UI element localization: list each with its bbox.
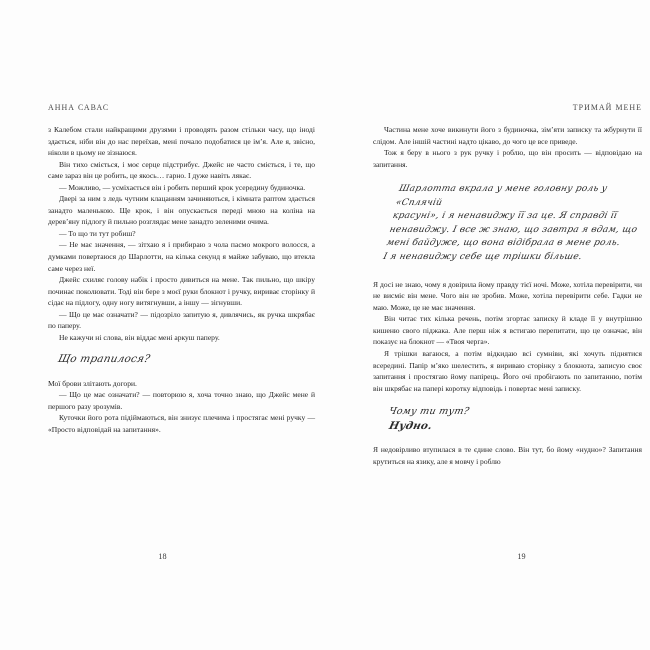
paragraph: — Можливо, — усміхається він і робить перший крок усередину будиночка.: [59, 182, 306, 192]
left-body-text-after-note: [48, 378, 315, 436]
right-body-text-tail: [373, 444, 642, 467]
handwritten-note: Що трапилося?: [56, 353, 152, 366]
paragraph: Куточки його рота підіймаються, він знизує плечима і простягає мені ручку — «Просто відповідай на запитання».: [48, 413, 315, 434]
left-body-text: [48, 124, 315, 343]
right-running-head: ТРИМАЙ МЕНЕ: [572, 103, 642, 112]
right-body-text-after-note: [373, 279, 642, 394]
paragraph: Мої брови злітають догори.: [48, 378, 137, 388]
right-folio: 19: [517, 552, 526, 561]
left-folio: 18: [158, 552, 167, 561]
left-running-head: АННА САВАС: [48, 103, 110, 112]
paragraph: Він читає тих кілька речень, потім згортає записку й кладе її у внутрішню кишеню свого піджака. Але перш ніж я встигаю перепитати, що це означає, він показує на блокнот — «Твоя черга».: [373, 314, 642, 347]
paragraph: — Що це має означати? — повторюю я, хоча точно знаю, що Джейс мене й першого разу зрозумів.: [48, 390, 315, 411]
paragraph: Джейс схиляє голову набік і просто дивиться на мене. Так пильно, що шкіру починає поколювати. Тоді він бере з моєї руки блокнот і ручку, вириває сторінку й сідає на підлогу, одну ногу витягнувши, а іншу — зігнувши.: [48, 275, 315, 308]
paragraph: Частина мене хоче викинути його з будиночка, зім’яти записку та жбурнути її слідом. Але іншій частині надто цікаво, до чого це все приведе.: [373, 125, 642, 146]
paragraph: Я недовірливо втупилася в те єдине слово. Він тут, бо йому «нудно»? Запитання крутиться на язику, але я мовчу і роблю: [373, 445, 642, 466]
right-page: [325, 0, 650, 650]
handwritten-question: Чому ти тут?: [387, 406, 471, 418]
right-body-text: [373, 124, 642, 170]
paragraph: Я досі не знаю, чому я довірила йому правду тієї ночі. Може, хотіла перевірити, чи не висміє він мене. Чого він не зробив. Може, хотіла перевірити себе. Гадки не маю. Може, це не має значення.: [373, 279, 642, 312]
paragraph: — То що ти тут робиш?: [59, 228, 136, 238]
paragraph: Тож я беру в нього з рук ручку і роблю, що він просить — відповідаю на запитання.: [373, 148, 642, 169]
paragraph: Я трішки вагаюся, а потім відкидаю всі сумніви, які хочуть піднятися всередині. Папір м’яко шелестить, я вириваю сторінку з блокнота, записую своє запитання і простягаю йому папірець. Його очі пробігають по запитанню, потім він шкрябає на папері коротку відповідь і повертає мені записку.: [373, 349, 642, 393]
paragraph: — Що це має означати? — підозріло запитую я, дивлячись, як ручка шкрябає по паперу.: [48, 309, 315, 331]
paragraph: з Калебом стали найкращими друзями і проводять разом стільки часу, що іноді здається, ніби він до нас переїхав, мені почало подобатися це ім’я. Але я, звісно, ніколи в цьому не зізнаюся.: [48, 125, 315, 158]
handwritten-answer: Нудно.: [387, 419, 434, 432]
left-page-text-block: [0, 103, 325, 568]
paragraph: — Не має значення, — зітхаю я і прибираю з чола пасмо мокрого волосся, а думками повертаюся до Шарлотти, на кілька секунд я майже забуваю, що втекла саме через неї.: [48, 240, 315, 273]
handwritten-note-long: Шарлотта вкрала у мене головну роль у «Сплячій красуні», і я ненавиджу її за це. Я справді її ненавиджу. І все ж знаю, що завтра я вдам, що мені байдуже, що вона відібрала в мене роль. І я ненавиджу себе ще трішки більше.: [382, 184, 639, 263]
paragraph: Він тихо сміється, і моє серце підстрибує. Джейс не часто сміється, і те, що саме зараз він це робить, це якось… гарно. І дуже навіть лякає.: [48, 159, 315, 181]
right-page-text-block: [325, 103, 650, 568]
paragraph: Двері за ним з ледь чутним клацанням зачиняються, і кімната раптом здається занадто маленькою. Ще крок, і він опускається переді мною на коліна на дерев’яну підлогу й пильно розглядає мене занадто зеленими очима.: [48, 194, 315, 227]
paragraph: Не кажучи ні слова, він віддає мені аркуш паперу.: [59, 332, 220, 342]
